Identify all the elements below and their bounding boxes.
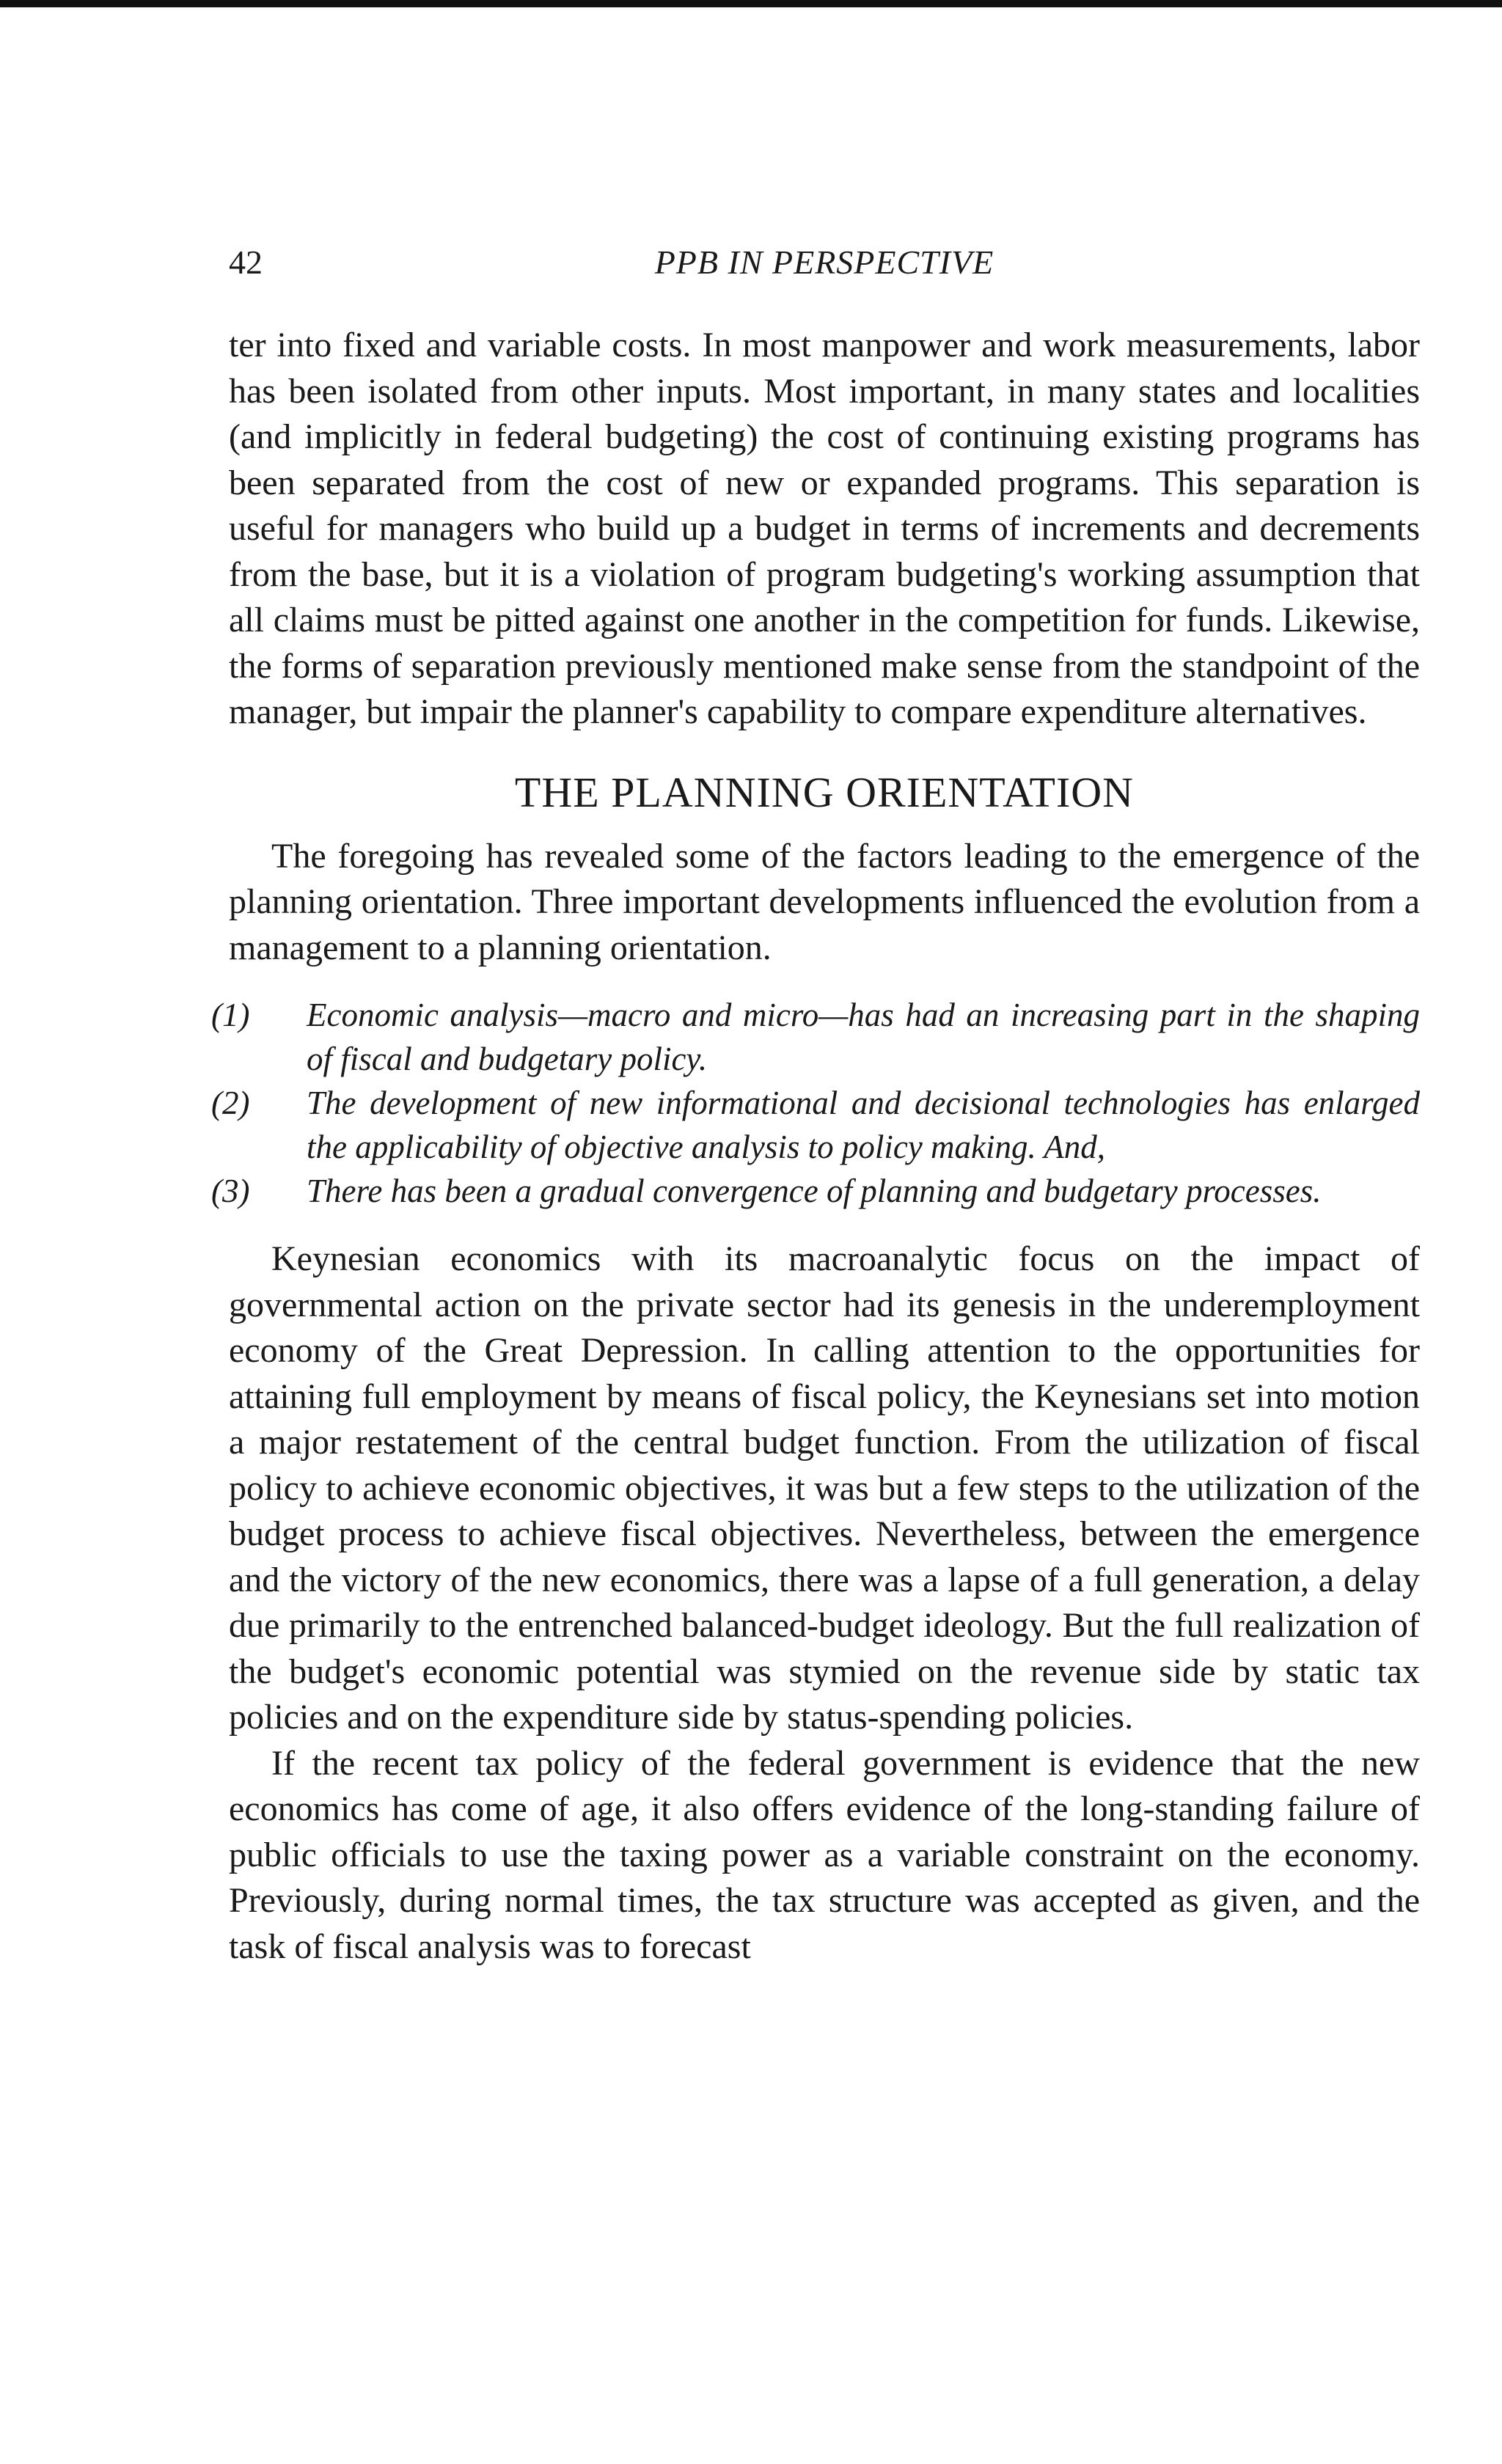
paragraph-continuation: ter into fixed and variable costs. In most manpower and work measurements, labor has been isolated from other inputs. Most important, in many states and localities (and implicitly in federal budgeting) the cost of continuing existing programs has been separated from the cost of new or expanded programs. This separation is useful for managers who build up a budget in terms of increments and decrements from the base, but it is a violation of program budgeting's working assumption that all claims must be pitted against one another in the competition for funds. Likewise, the forms of separation previously mentioned make sense from the standpoint of the manager, but impair the planner's capability to compare expenditure alternatives.	[229, 326, 1420, 731]
list-item-text: There has been a gradual convergence of planning and budgetary processes.	[307, 1173, 1322, 1209]
page-number: 42	[229, 243, 263, 281]
list-item-number: (2)	[211, 1085, 250, 1121]
list-item-text: Economic analysis—macro and micro—has had an increasing part in the shaping of fiscal and budgetary policy.	[307, 997, 1420, 1077]
list-item-number: (3)	[211, 1173, 250, 1209]
list-item-text: The development of new informational and decisional technologies has enlarged the applicability of objective analysis to policy making. And,	[307, 1085, 1420, 1165]
section-heading: THE PLANNING ORIENTATION	[514, 768, 1135, 816]
paragraph-intro: The foregoing has revealed some of the factors leading to the emergence of the planning orientation. Three important developments influenced the evolution from a management to a planning orientation.	[229, 836, 1420, 967]
list-item	[211, 993, 1420, 1081]
page-body	[211, 323, 1420, 1970]
top-edge-rule	[0, 0, 1502, 7]
paragraph-keynesian: Keynesian economics with its macroanalytic focus on the impact of governmental action on the private sector had its genesis in the underemployment economy of the Great Depression. In calling attention to the opportunities for attaining full employment by means of fiscal policy, the Keynesians set into motion a major restatement of the central budget function. From the utilization of fiscal policy to achieve economic objectives, it was but a few steps to the utilization of the budget process to achieve fiscal objectives. Nevertheless, between the emergence and the victory of the new economics, there was a lapse of a full generation, a delay due primarily to the entrenched balanced-budget ideology. But the full realization of the budget's economic potential was stymied on the revenue side by static tax policies and on the expenditure side by status-spending policies.	[229, 1239, 1420, 1737]
running-head: PPB IN PERSPECTIVE	[654, 243, 994, 281]
numbered-list	[211, 993, 1420, 1213]
list-item	[211, 1169, 1420, 1213]
list-item	[211, 1081, 1420, 1169]
list-item-number: (1)	[211, 997, 250, 1033]
paragraph-tax-policy: If the recent tax policy of the federal government is evidence that the new economics has come of age, it also offers evidence of the long-standing failure of public officials to use the taxing power as a variable constraint on the economy. Previously, during normal times, the tax structure was accepted as given, and the task of fiscal analysis was to forecast	[229, 1743, 1420, 1966]
